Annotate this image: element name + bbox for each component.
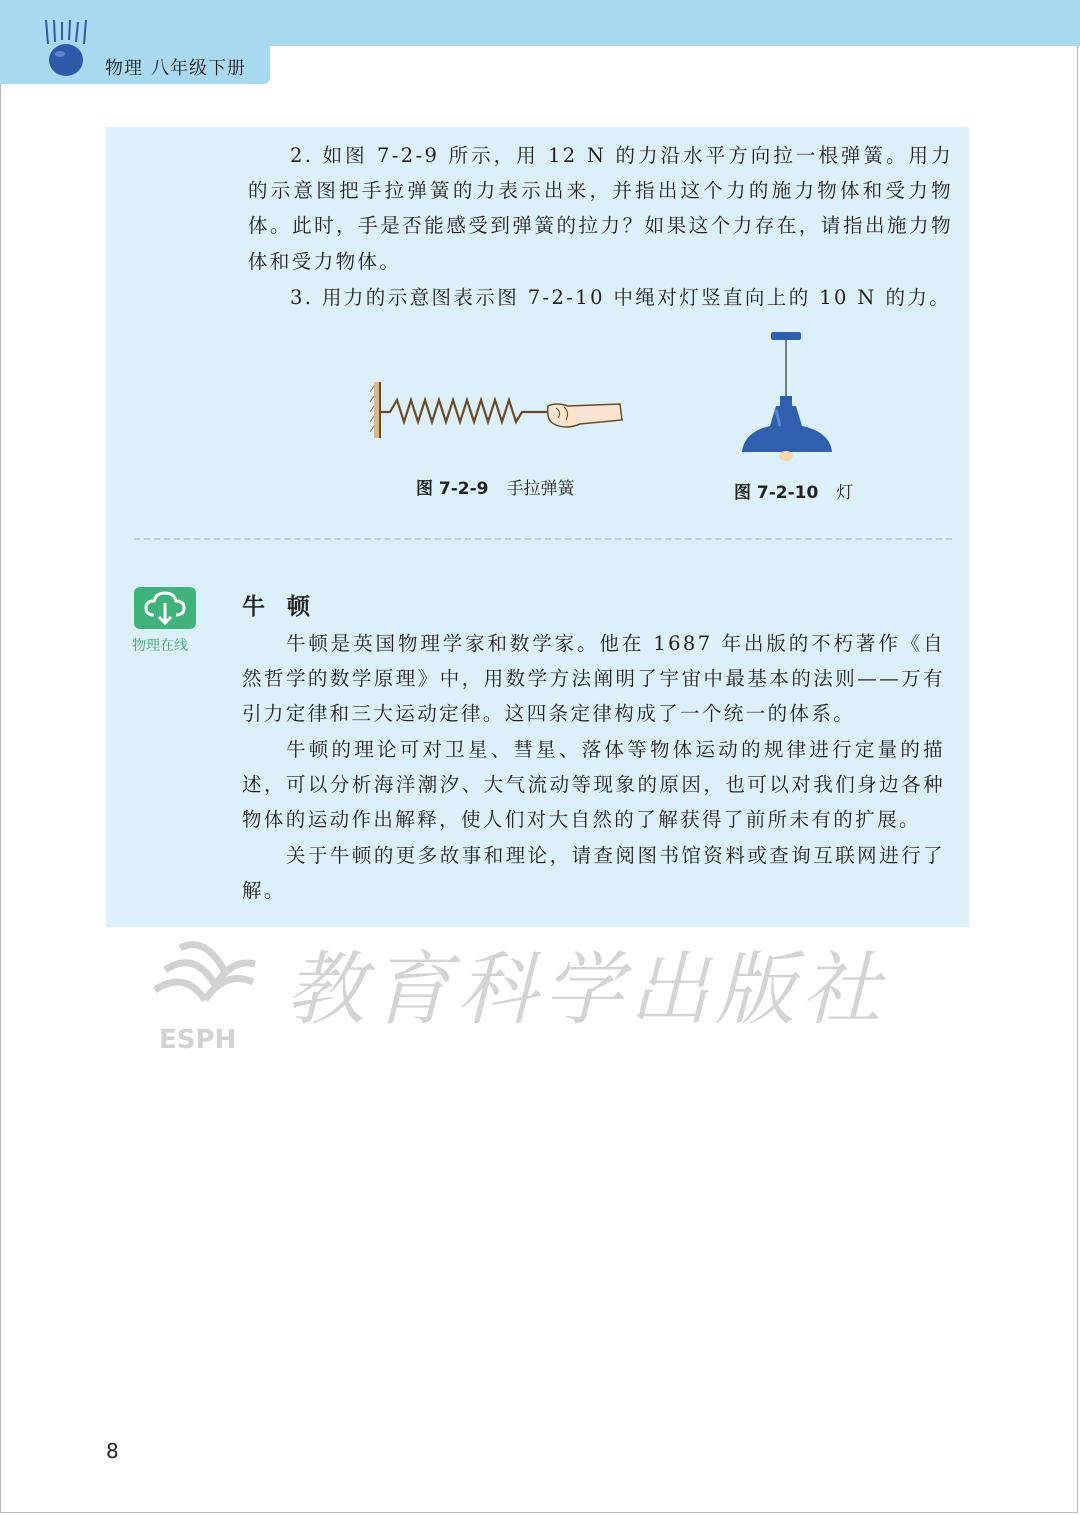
figure-7-2-10-number: 图 7-2-10 xyxy=(734,483,819,503)
lamp-figure xyxy=(740,330,834,464)
newton-section-title: 牛顿 xyxy=(242,594,332,620)
online-cloud-badge xyxy=(134,587,196,629)
watermark-abbr: ESPH xyxy=(159,1025,237,1055)
exercise-2: 2. 如图 7-2-9 所示，用 12 N 的力沿水平方向拉一根弹簧。用力的示意图把手拉弹簧的力表示出来，并指出这个力的施力物体和受力物体。此时，手是否能感受到弹簧的拉力？如果这个力存在，请指出施力物体和受力物体。 xyxy=(248,144,953,273)
grade-label: 八年级下册 xyxy=(151,58,246,79)
header-band xyxy=(0,0,1080,46)
section-divider xyxy=(134,538,952,540)
newton-paragraph-1: 牛顿是英国物理学家和数学家。他在 1687 年出版的不朽著作《自然哲学的数学原理》中，用数学方法阐明了宇宙中最基本的法则——万有引力定律和三大运动定律。这四条定律构成了一个统一的体系。 xyxy=(242,632,945,726)
figure-7-2-9-caption xyxy=(416,474,575,499)
spring-figure xyxy=(370,376,626,442)
apple-logo-icon xyxy=(40,18,94,80)
publisher-watermark-logo xyxy=(145,930,260,1055)
figure-7-2-9-title: 手拉弹簧 xyxy=(506,479,575,499)
exercise-3: 3. 用力的示意图表示图 7-2-10 中绳对灯竖直向上的 10 N 的力。 xyxy=(290,286,952,309)
publisher-watermark-text: 教育科学出版社 xyxy=(285,943,887,1036)
figure-7-2-10-title: 灯 xyxy=(836,483,854,503)
book-title xyxy=(105,54,246,80)
newton-paragraph-3: 关于牛顿的更多故事和理论，请查阅图书馆资料或查询互联网进行了解。 xyxy=(242,844,945,903)
subject-label: 物理 xyxy=(105,58,143,79)
figure-7-2-10-caption xyxy=(734,478,853,503)
figure-7-2-9-number: 图 7-2-9 xyxy=(416,479,489,499)
newton-paragraph-2: 牛顿的理论可对卫星、彗星、落体等物体运动的规律进行定量的描述，可以分析海洋潮汐、大气流动等现象的原因，也可以对我们身边各种物体的运动作出解释，使人们对大自然的了解获得了前所未有的扩展。 xyxy=(242,738,945,832)
online-label: 物理在线 xyxy=(132,638,188,654)
cloud-download-icon xyxy=(134,587,196,629)
page-number: 8 xyxy=(106,1439,119,1463)
